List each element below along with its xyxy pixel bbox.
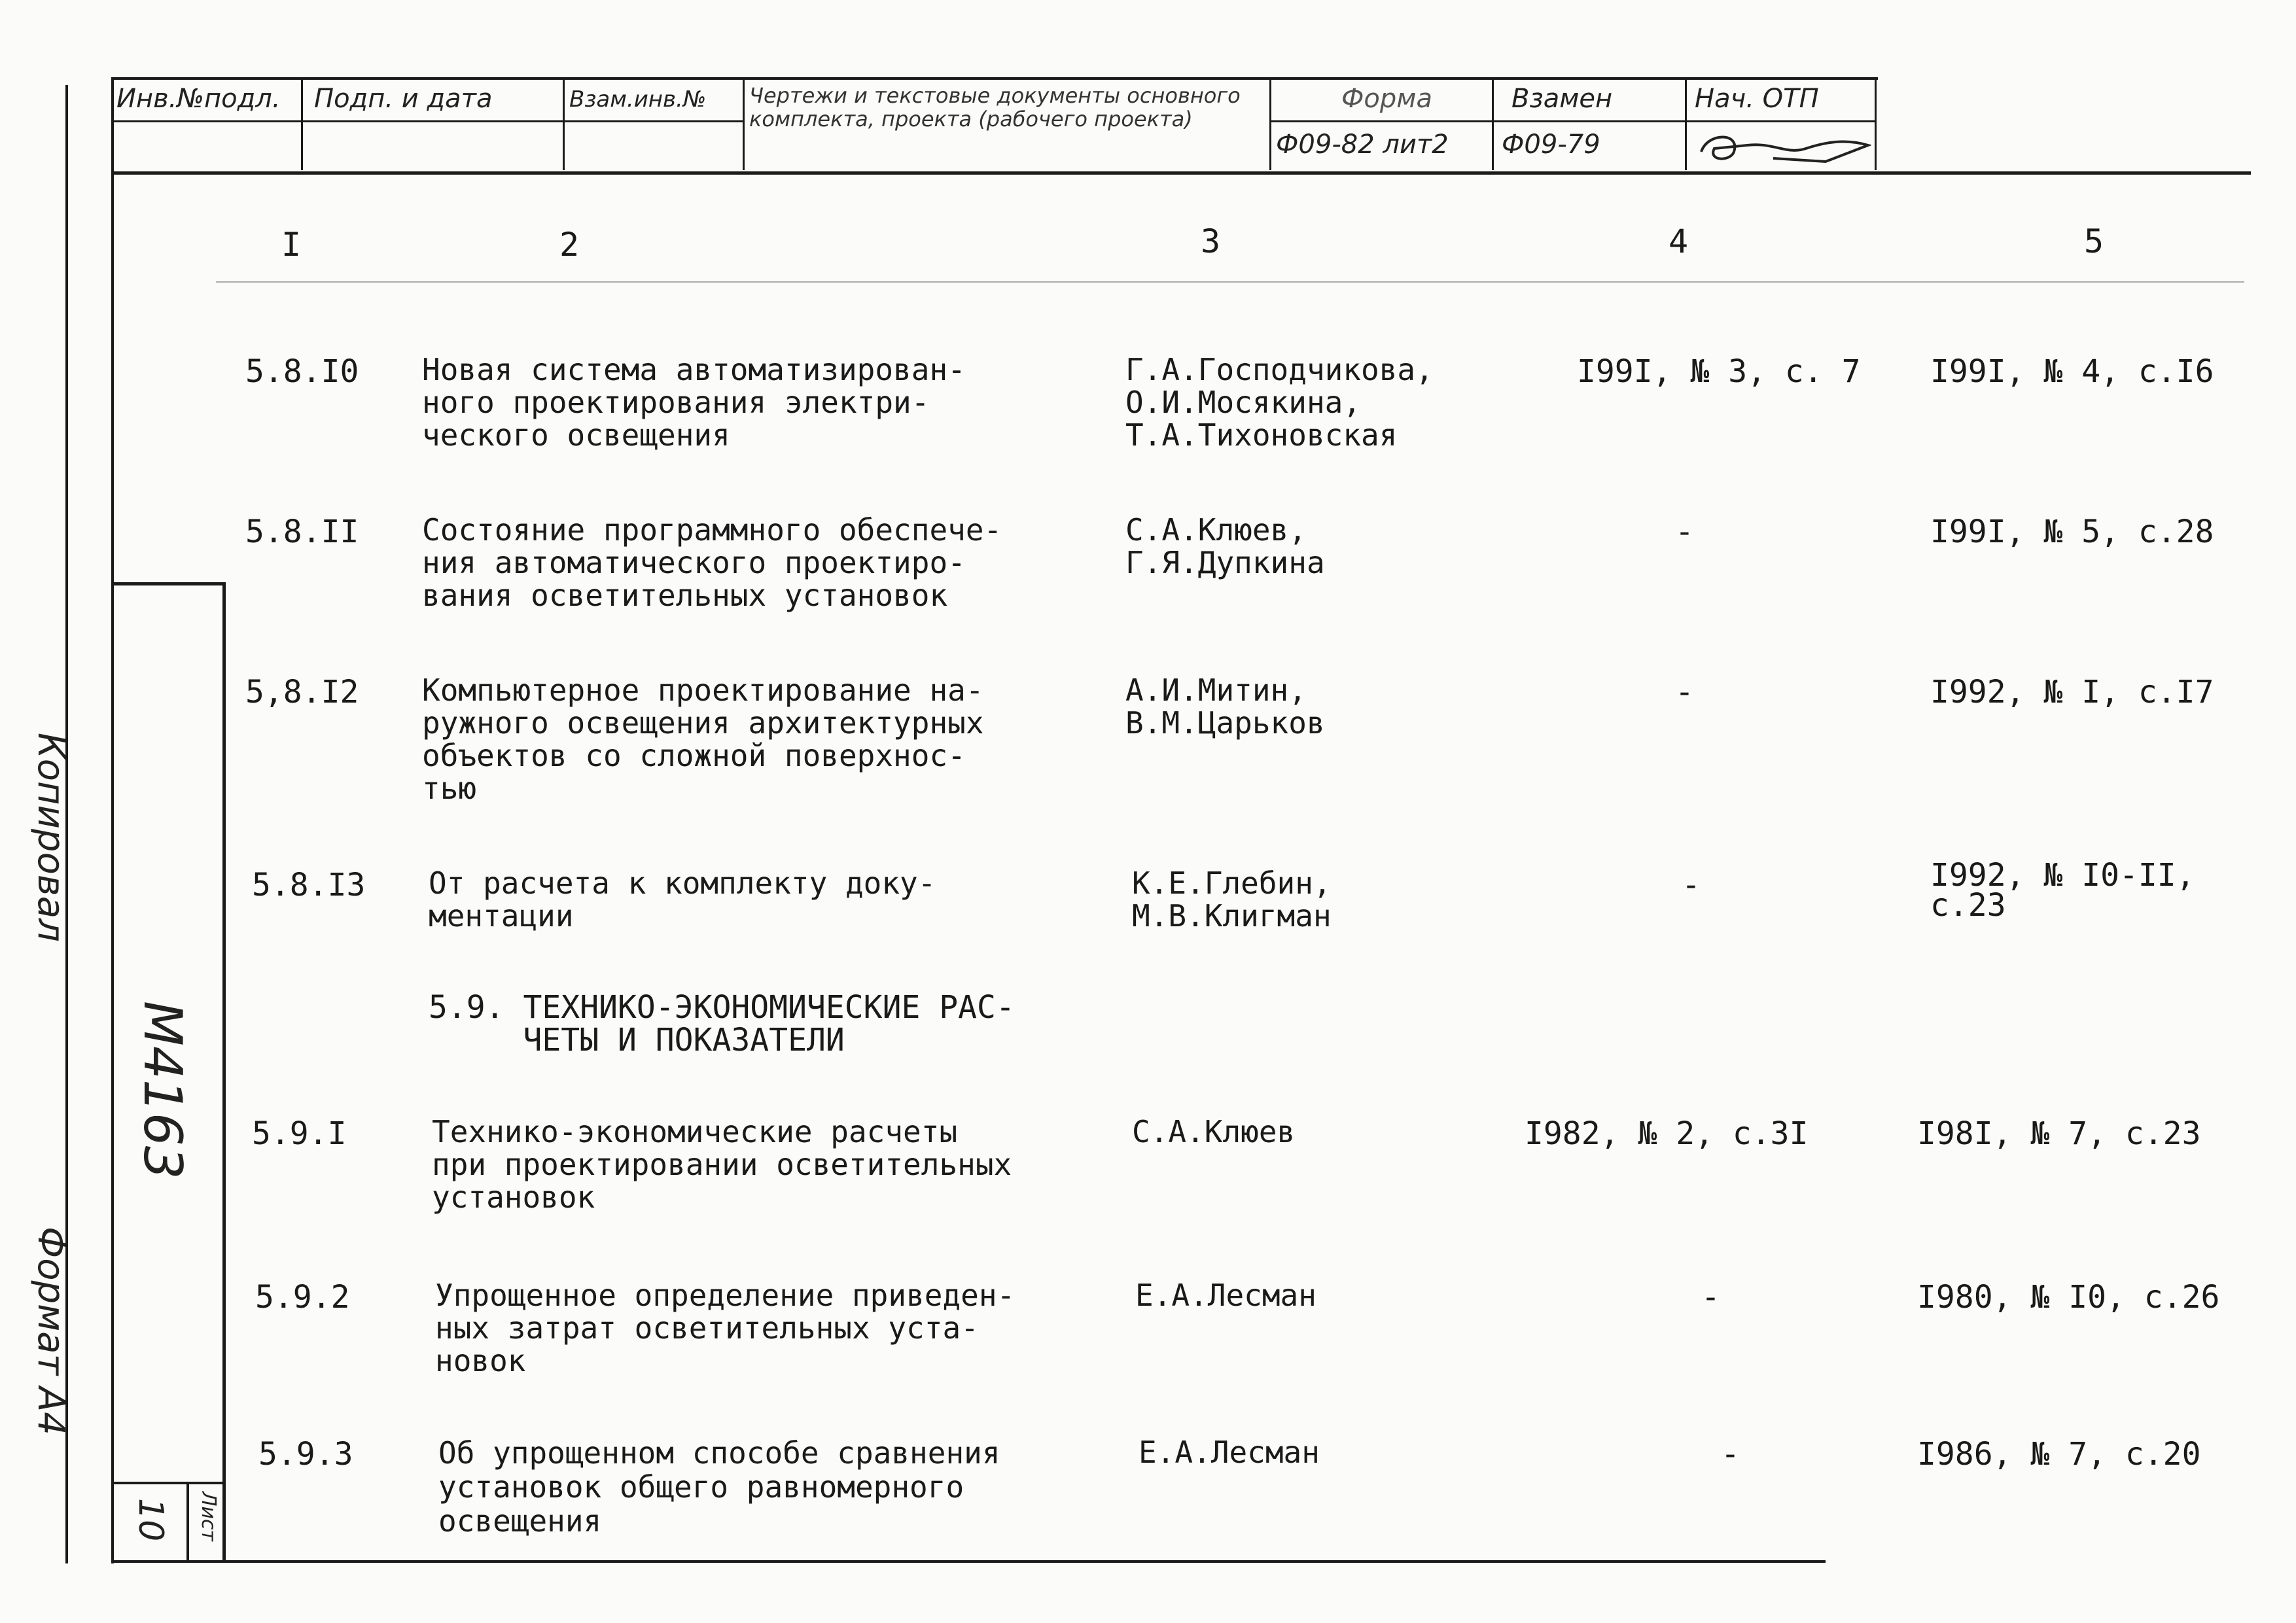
row-pub-col4: - [1675, 674, 1694, 710]
column-header-underline [216, 281, 2244, 283]
side-copied-label: Копировал [29, 733, 72, 942]
row-authors: С.А.Клюев [1132, 1114, 1296, 1149]
row-pub-col4: - [1682, 867, 1701, 903]
row-pub-col5: I992, № I, с.I7 [1930, 674, 2214, 710]
row-code: 5.8.I0 [245, 353, 359, 390]
stamp-table [111, 79, 1878, 173]
inventory-number: М4163 [132, 1001, 193, 1179]
row-code: 5.9.2 [255, 1279, 350, 1316]
frame-bottom-line [111, 1560, 1826, 1563]
row-authors: К.Е.Глебин, М.В.Клигман [1132, 865, 1332, 934]
stamp-chief-label: Нач. ОТП [1695, 84, 1819, 114]
stamp-form-value: Ф09-82 лит2 [1276, 130, 1449, 160]
row-pub-col5: I986, № 7, с.20 [1917, 1436, 2201, 1473]
stamp-col-vzam: Взам.инв.№ [569, 86, 707, 113]
row-code: 5.9.3 [258, 1436, 353, 1473]
row-code: 5.8.II [245, 514, 359, 550]
row-authors: А.И.Митин, В.М.Царьков [1125, 672, 1325, 741]
row-authors: Е.А.Лесман [1135, 1278, 1316, 1313]
row-title: Компьютерное проектирование на- ружного освещения архитектурных объектов со сложной поверхнос- тью [422, 672, 984, 806]
sheet-number: 10 [131, 1498, 170, 1542]
column-header-3: 3 [1201, 222, 1221, 260]
sheet-label: Лист [197, 1492, 220, 1542]
row-pub-col5: I980, № I0, с.26 [1917, 1279, 2220, 1316]
row-pub-col5: I99I, № 4, с.I6 [1930, 353, 2214, 390]
row-pub-col4: I982, № 2, с.3I [1525, 1115, 1809, 1152]
stamp-col-sign: Подп. и дата [314, 84, 493, 114]
stamp-replace-value: Ф09-79 [1502, 130, 1600, 160]
row-authors: Е.А.Лесман [1139, 1435, 1320, 1470]
column-header-2: 2 [559, 226, 580, 264]
row-code: 5,8.I2 [245, 674, 359, 710]
side-format-label: Формат А4 [29, 1227, 72, 1435]
row-code: 5.8.I3 [252, 867, 366, 903]
column-header-5: 5 [2084, 222, 2104, 260]
row-pub-col4: I99I, № 3, с. 7 [1577, 353, 1861, 390]
row-title: От расчета к комплекту доку- ментации [429, 865, 936, 934]
column-header-4: 4 [1669, 222, 1689, 260]
chief-signature-icon [1695, 126, 1871, 168]
stamp-replace-label: Взамен [1511, 84, 1613, 114]
row-pub-col4: - [1701, 1279, 1720, 1316]
stamp-form-label: Форма [1341, 84, 1432, 114]
row-title: Упрощенное определение приведен- ных затрат осветительных уста- новок [435, 1278, 1016, 1378]
column-header-1: I [281, 226, 302, 264]
stamp-col-inv: Инв.№подл. [116, 84, 281, 114]
row-title: Новая система автоматизирован- ного проектирования электри- ческого освещения [422, 352, 966, 453]
row-title: Состояние программного обеспече- ния автоматического проектиро- вания осветительных установок [422, 512, 1002, 613]
row-authors: Г.А.Господчикова, О.И.Мосякина, Т.А.Тихоновская [1125, 352, 1434, 453]
row-code: 5.9.I [252, 1115, 347, 1152]
stamp-col-desc: Чертежи и текстовые документы основного комплекта, проекта (рабочего проекта) [749, 83, 1241, 131]
row-pub-col5: I98I, № 7, с.23 [1917, 1115, 2201, 1152]
row-title: Технико-экономические расчеты при проектировании осветительных установок [432, 1114, 1012, 1215]
row-pub-col4: - [1721, 1436, 1740, 1473]
side-inventory-box [111, 582, 226, 1560]
row-pub-col5: I99I, № 5, с.28 [1930, 514, 2214, 550]
row-authors: С.А.Клюев, Г.Я.Дупкина [1125, 512, 1325, 580]
row-pub-col5: I992, № I0-II, с.23 [1930, 857, 2195, 924]
row-title: Об упрощенном способе сравнения установок общего равномерного освещения [438, 1435, 1000, 1539]
section-heading: 5.9. ТЕХНИКО-ЭКОНОМИЧЕСКИЕ РАС- ЧЕТЫ И ПОКАЗАТЕЛИ [429, 989, 1015, 1058]
row-pub-col4: - [1675, 514, 1694, 550]
